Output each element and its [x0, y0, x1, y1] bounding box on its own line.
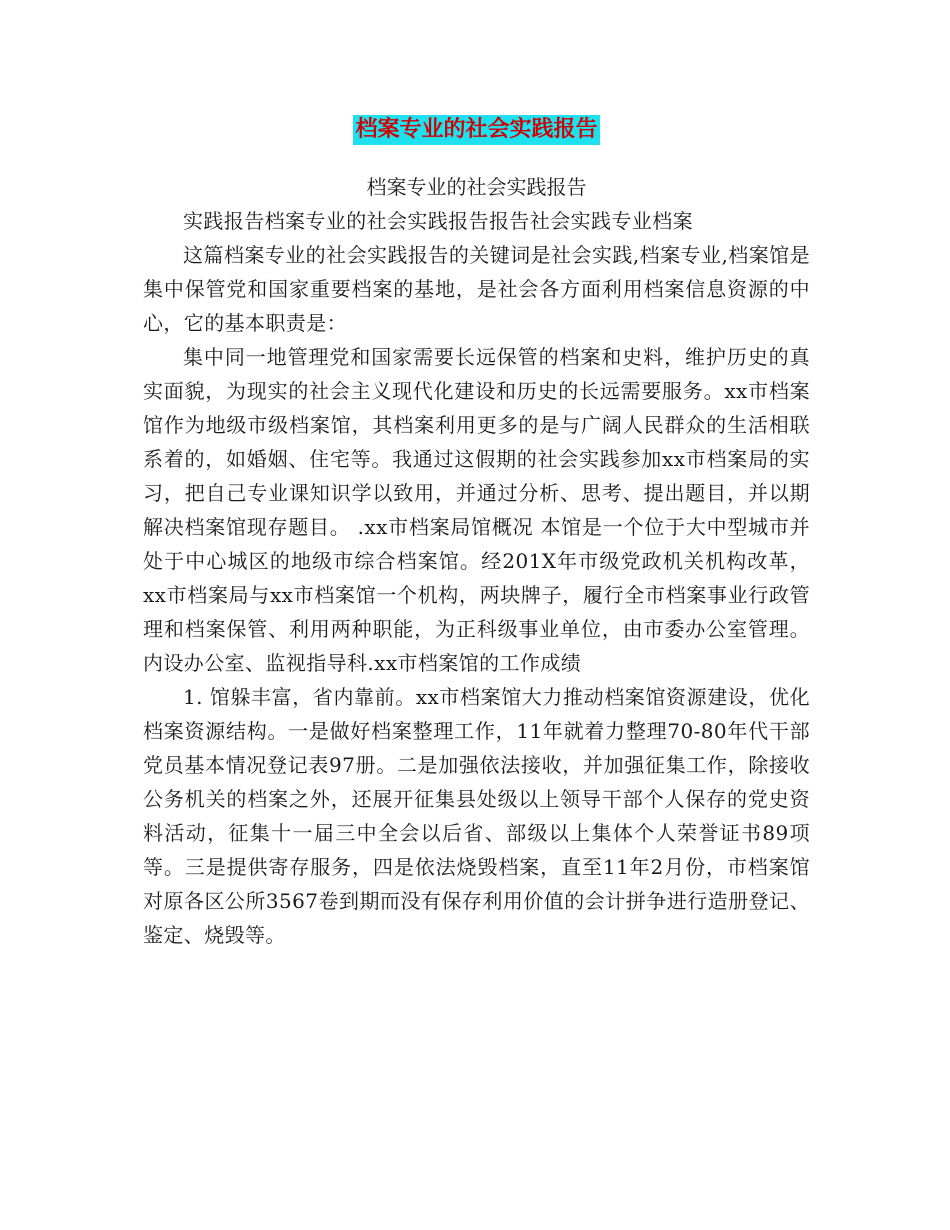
title-block: [143, 108, 810, 148]
document-title: 档案专业的社会实践报告: [353, 115, 599, 145]
paragraph-overview: 集中同一地管理党和国家需要长远保管的档案和史料，维护历史的真实面貌，为现实的社会主义现代化建设和历史的长远需要服务。xx市档案馆作为地级市级档案馆，其档案利用更多的是与广阔人民群众的生活相联系着的，如婚姻、住宅等。我通过这假期的社会实践参加xx市档案局的实习，把自己专业课知识学以致用，并通过分析、思考、提出题目，并以期解决档案馆现存题目。 .xx市档案局馆概况 本馆是一个位于大中型城市并处于中心城区的地级市综合档案馆。经201X年市级党政机关机构改革，xx市档案局与xx市档案馆一个机构，两块牌子，履行全市档案事业行政管理和档案保管、利用两种职能，为正科级事业单位，由市委办公室管理。内设办公室、监视指导科.xx市档案馆的工作成绩: [143, 345, 810, 675]
paragraph-intro: 这篇档案专业的社会实践报告的关键词是社会实践,档案专业,档案馆是集中保管党和国家重要档案的基地，是社会各方面利用档案信息资源的中心，它的基本职责是：: [143, 243, 810, 335]
document-subtitle: 档案专业的社会实践报告: [366, 175, 587, 199]
document-body: [143, 108, 810, 952]
paragraph-achievements: 1. 馆躲丰富，省内靠前。xx市档案馆大力推动档案馆资源建设，优化档案资源结构。一是做好档案整理工作，11年就着力整理70-80年代干部党员基本情况登记表97册。二是加强依法接收，并加强征集工作，除接收公务机关的档案之外，还展开征集县处级以上领导干部个人保存的党史资料活动，征集十一届三中全会以后省、部级以上集体个人荣誉证书89项等。三是提供寄存服务，四是依法烧毁档案，直至11年2月份，市档案馆对原各区公所3567卷到期而没有保存利用价值的会计拼争进行造册登记、鉴定、烧毁等。: [143, 685, 810, 947]
paragraph-keywords: 实践报告档案专业的社会实践报告报告社会实践专业档案: [183, 209, 693, 233]
